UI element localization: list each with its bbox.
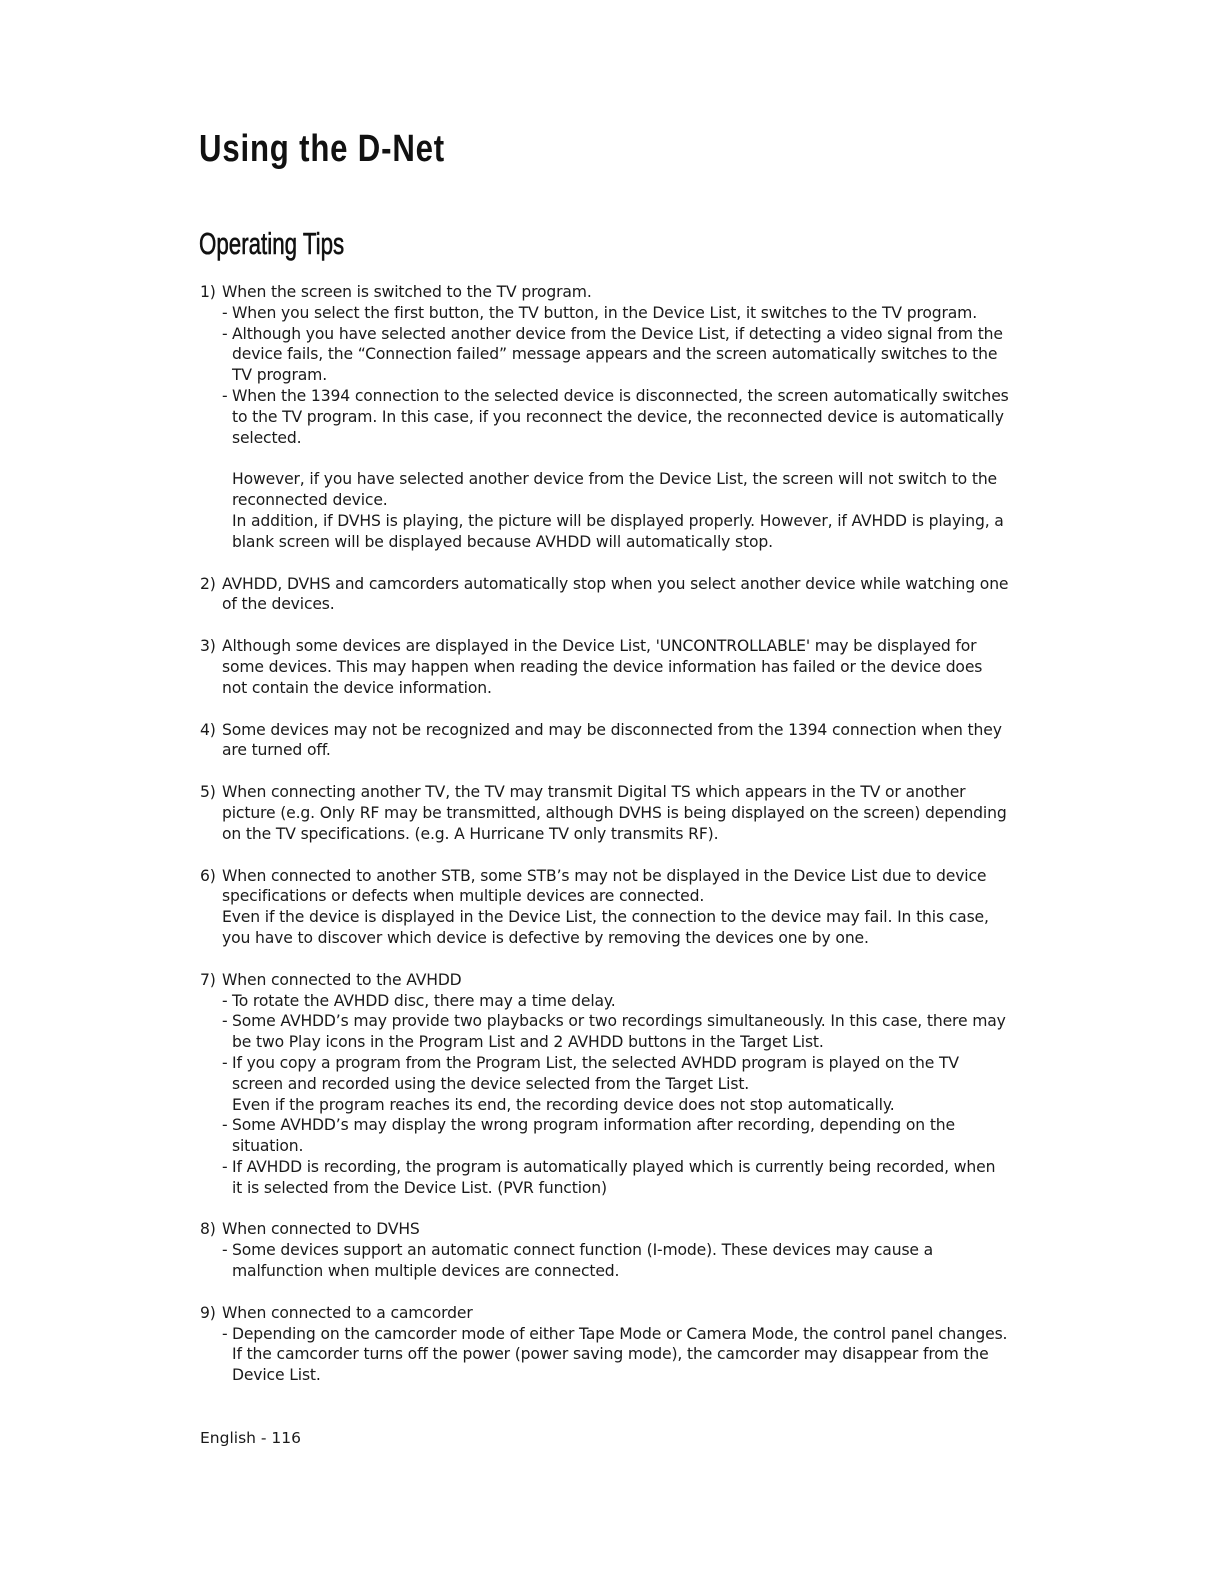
- bullet-dash: -: [222, 303, 228, 322]
- tip-number: 1): [200, 283, 216, 301]
- tip-item-4: [200, 720, 1010, 762]
- tip-bullet: [222, 1011, 1010, 1053]
- tip-bullet: [222, 1115, 1010, 1157]
- bullet-dash: -: [222, 386, 228, 405]
- tip-text: When connecting another TV, the TV may transmit Digital TS which appears in the TV or another picture (e.g. Only RF may be transmitted, although DVHS is being displayed on the screen) depending on the TV specifications. (e.g. A Hurricane TV only transmits RF).: [222, 783, 1007, 843]
- tip-number: 8): [200, 1220, 216, 1239]
- bullet-text: Some devices support an automatic connect function (I-mode). These devices may cause a malfunction when multiple devices are connected.: [232, 1241, 934, 1281]
- tip-text: When connected to another STB, some STB’s may not be displayed in the Device List due to device specifications or defects when multiple devices are connected.: [222, 866, 987, 906]
- bullet-dash: -: [222, 1053, 228, 1072]
- tip-number: 6): [200, 866, 216, 885]
- bullet-text: Although you have selected another device from the Device List, if detecting a video signal from the device fails, the “Connection failed” message appears and the screen automatically switches to the TV program.: [232, 324, 1003, 385]
- tip-item-2: [200, 574, 1010, 616]
- section-title: Operating Tips: [199, 226, 345, 261]
- bullet-dash: -: [222, 1157, 228, 1176]
- tip-text: Although some devices are displayed in the Device List, 'UNCONTROLLABLE' may be displayed for some devices. This may happen when reading the device information has failed or the device does not contain the device information.: [222, 637, 983, 697]
- tip-number: 9): [200, 1303, 216, 1322]
- tip-number: 4): [200, 720, 216, 739]
- bullet-text: To rotate the AVHDD disc, there may a time delay.: [232, 991, 616, 1010]
- tip-item-3: [200, 636, 1010, 698]
- tip-bullet: [222, 1324, 1010, 1386]
- tip-note: Even if the program reaches its end, the recording device does not stop automatically.: [232, 1095, 895, 1114]
- tips-list: [200, 282, 1010, 1386]
- bullet-text: When the 1394 connection to the selected device is disconnected, the screen automatically switches to the TV program. In this case, if you reconnect the device, the reconnected device is automatically selected.: [232, 386, 1009, 447]
- bullet-text: When you select the first button, the TV button, in the Device List, it switches to the TV program.: [232, 303, 978, 322]
- tip-number: 5): [200, 783, 216, 802]
- tip-note: However, if you have selected another device from the Device List, the screen will not switch to the reconnected device.: [232, 470, 997, 510]
- bullet-text: Some AVHDD’s may provide two playbacks or two recordings simultaneously. In this case, there may be two Play icons in the Program List and 2 AVHDD buttons in the Target List.: [232, 1012, 1006, 1052]
- tip-text: AVHDD, DVHS and camcorders automatically stop when you select another device while watching one of the devices.: [222, 574, 1009, 614]
- page-footer: English - 116: [200, 1429, 301, 1447]
- bullet-text: If AVHDD is recording, the program is automatically played which is currently being recorded, when it is selected from the Device List. (PVR function): [232, 1157, 996, 1197]
- tip-item-9: [200, 1303, 1010, 1386]
- tip-bullet: [222, 1053, 1010, 1095]
- tip-bullet: [222, 324, 1010, 386]
- tip-heading: When the screen is switched to the TV program.: [222, 283, 592, 301]
- tip-bullet: [222, 1157, 1010, 1199]
- tip-item-8: [200, 1219, 1010, 1281]
- bullet-dash: -: [222, 991, 228, 1010]
- tip-item-6: [200, 866, 1010, 949]
- tip-heading: When connected to a camcorder: [222, 1303, 473, 1322]
- tip-number: 7): [200, 970, 216, 989]
- bullet-text: Some AVHDD’s may display the wrong program information after recording, depending on the situation.: [232, 1116, 955, 1156]
- bullet-text: If you copy a program from the Program List, the selected AVHDD program is played on the TV screen and recorded using the device selected from the Target List.: [232, 1053, 959, 1093]
- tip-number: 2): [200, 574, 216, 593]
- tip-item-7: [200, 970, 1010, 1199]
- bullet-dash: -: [222, 324, 228, 343]
- page-title: Using the D-Net: [199, 128, 445, 170]
- tip-heading: When connected to DVHS: [222, 1220, 420, 1239]
- tip-bullet: [222, 386, 1010, 448]
- tip-bullet: [222, 303, 1010, 324]
- bullet-dash: -: [222, 1116, 228, 1135]
- bullet-text: Depending on the camcorder mode of either Tape Mode or Camera Mode, the control panel changes. If the camcorder turns off the power (power saving mode), the camcorder may disappear from the Device List.: [232, 1324, 1008, 1385]
- bullet-dash: -: [222, 1324, 228, 1343]
- tip-number: 3): [200, 637, 216, 656]
- tip-item-5: [200, 782, 1010, 844]
- tip-note: In addition, if DVHS is playing, the picture will be displayed properly. However, if AVHDD is playing, a blank screen will be displayed because AVHDD will automatically stop.: [232, 511, 1004, 551]
- tip-bullet: [222, 991, 1010, 1012]
- tip-bullet: [222, 1240, 1010, 1282]
- tip-heading: When connected to the AVHDD: [222, 970, 462, 989]
- bullet-dash: -: [222, 1241, 228, 1260]
- tip-text-continued: Even if the device is displayed in the Device List, the connection to the device may fail. In this case, you have to discover which device is defective by removing the devices one by one.: [222, 908, 989, 947]
- bullet-dash: -: [222, 1012, 228, 1031]
- tip-item-1: [200, 282, 1010, 553]
- tip-text: Some devices may not be recognized and may be disconnected from the 1394 connection when they are turned off.: [222, 720, 1002, 760]
